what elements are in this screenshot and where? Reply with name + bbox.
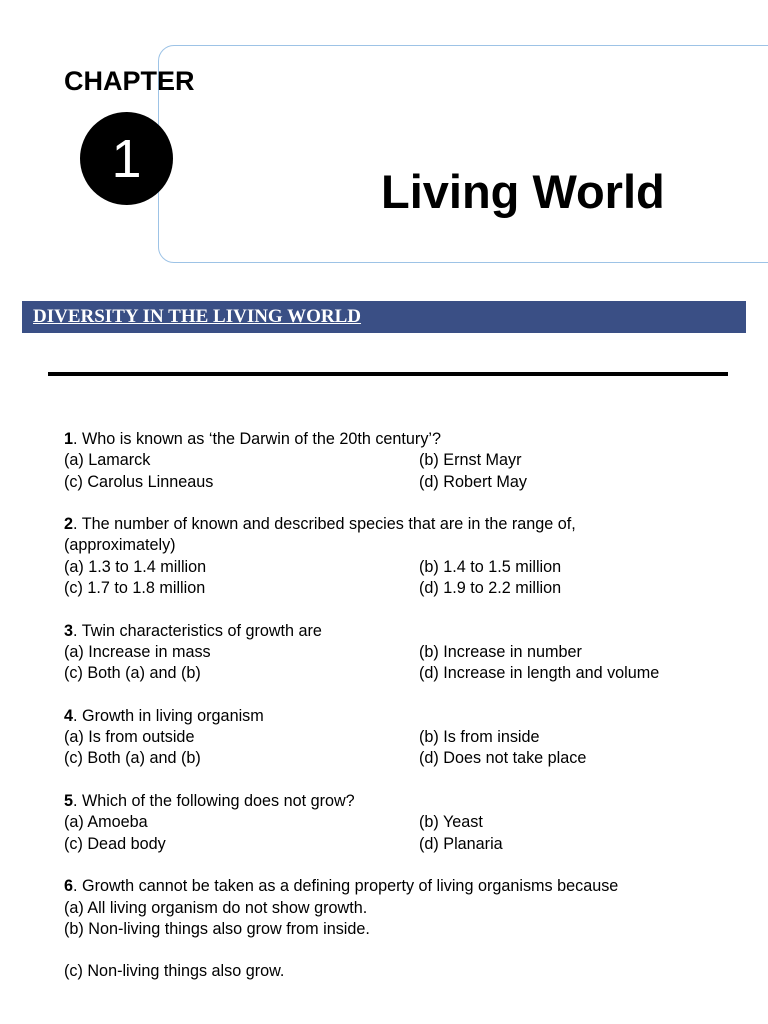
- question-text: [64, 791, 704, 812]
- option-d: (d) 1.9 to 2.2 million: [419, 579, 562, 598]
- question-list: [64, 429, 704, 1004]
- option-row: [64, 812, 704, 833]
- question-text: [64, 876, 704, 897]
- question-text: [64, 429, 704, 450]
- question-2: [64, 514, 704, 599]
- option-b: (b) 1.4 to 1.5 million: [419, 557, 562, 576]
- chapter-title: Living World: [381, 165, 665, 218]
- question-stem: . Growth in living organism: [73, 706, 264, 725]
- option-a: (a) Amoeba: [64, 813, 148, 832]
- option-a: (a) All living organism do not show growth.: [64, 898, 368, 917]
- question-number: 3: [64, 621, 74, 640]
- spacer: [64, 940, 704, 961]
- option-row: [64, 663, 704, 684]
- question-number: 2: [64, 515, 74, 534]
- chapter-label: CHAPTER: [64, 66, 195, 96]
- chapter-number: 1: [111, 128, 142, 189]
- question-stem: . Growth cannot be taken as a defining property of living organisms because: [73, 877, 619, 896]
- option-row: [64, 450, 704, 471]
- option-b: (b) Ernst Mayr: [419, 451, 522, 470]
- option-a: (a) Lamarck: [64, 451, 151, 470]
- option-c: (c) Both (a) and (b): [64, 664, 201, 683]
- question-stem-continued: (approximately): [64, 536, 176, 555]
- divider-rule: [48, 372, 728, 376]
- question-number: 6: [64, 877, 74, 896]
- section-banner: [22, 301, 746, 333]
- question-6: [64, 876, 704, 982]
- question-stem: . Which of the following does not grow?: [73, 792, 355, 811]
- option-a: (a) Increase in mass: [64, 642, 211, 661]
- option-d: (d) Increase in length and volume: [419, 664, 660, 683]
- question-1: [64, 429, 704, 493]
- option-b: (b) Increase in number: [419, 642, 582, 661]
- option-row: [64, 727, 704, 748]
- question-number: 4: [64, 706, 74, 725]
- option-b: (b) Is from inside: [419, 728, 540, 747]
- option-c: (c) Non-living things also grow.: [64, 962, 285, 981]
- question-stem: . Twin characteristics of growth are: [73, 621, 322, 640]
- option-a: (a) Is from outside: [64, 728, 195, 747]
- question-text: [64, 514, 704, 535]
- option-d: (d) Planaria: [419, 834, 503, 853]
- question-number: 1: [64, 430, 74, 448]
- option-row: [64, 578, 704, 599]
- option-row: [64, 834, 704, 855]
- chapter-title-box: [158, 45, 768, 263]
- option-d: (d) Robert May: [419, 472, 527, 491]
- option-b: (b) Non-living things also grow from inside.: [64, 919, 370, 938]
- option-row: [64, 642, 704, 663]
- question-text: [64, 621, 704, 642]
- question-number: 5: [64, 792, 74, 811]
- section-title: DIVERSITY IN THE LIVING WORLD: [33, 306, 362, 327]
- question-stem: . The number of known and described species that are in the range of,: [73, 515, 576, 534]
- option-row: [64, 472, 704, 493]
- option-d: (d) Does not take place: [419, 749, 587, 768]
- option-row: [64, 557, 704, 578]
- chapter-number-badge: [80, 112, 173, 205]
- option-b: (b) Yeast: [419, 813, 483, 832]
- question-5: [64, 791, 704, 855]
- question-3: [64, 621, 704, 685]
- option-c: (c) Dead body: [64, 834, 166, 853]
- option-c: (c) Carolus Linneaus: [64, 472, 214, 491]
- question-4: [64, 706, 704, 770]
- question-text: [64, 706, 704, 727]
- option-c: (c) 1.7 to 1.8 million: [64, 579, 206, 598]
- option-row: [64, 748, 704, 769]
- option-a: (a) 1.3 to 1.4 million: [64, 557, 207, 576]
- question-stem: . Who is known as ‘the Darwin of the 20th century’?: [73, 430, 442, 448]
- option-c: (c) Both (a) and (b): [64, 749, 201, 768]
